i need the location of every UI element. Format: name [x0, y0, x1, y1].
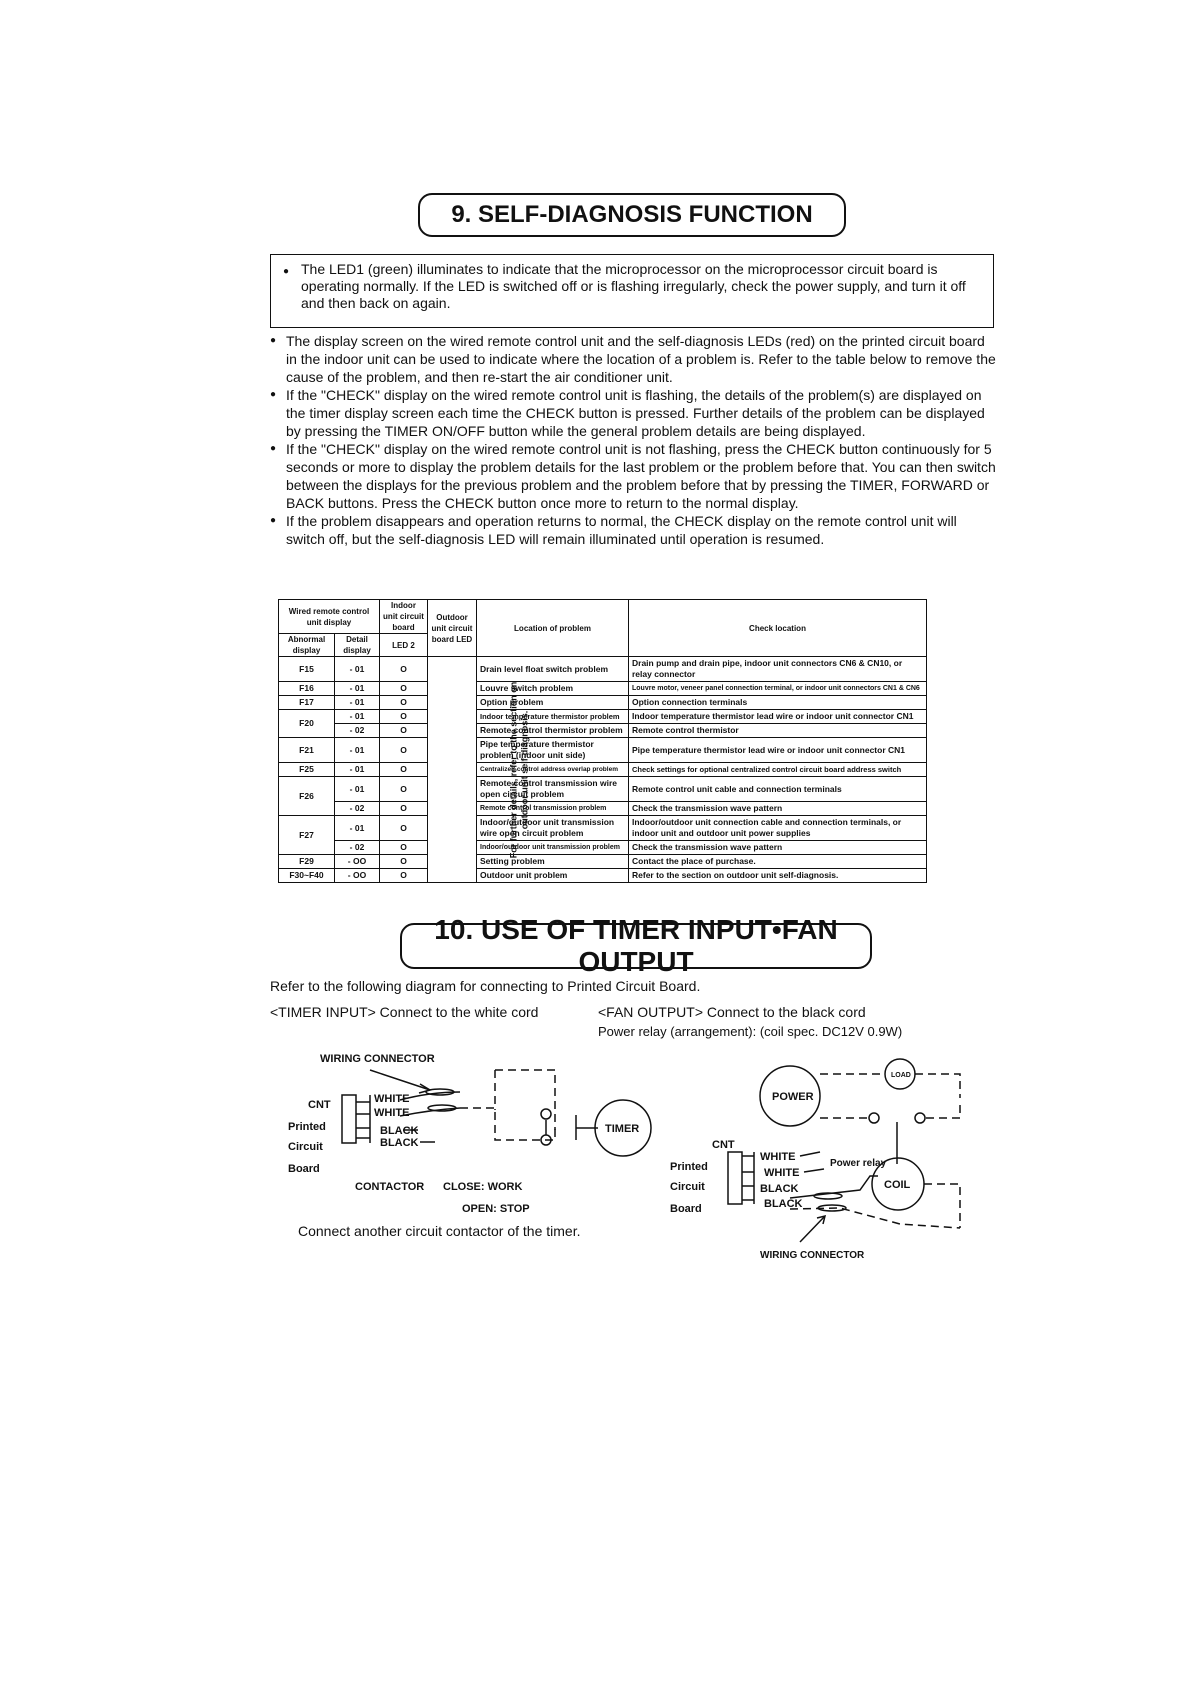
header-indoor-board: Indoor unit circuit board [380, 600, 428, 634]
fan-output-diagram [660, 1052, 980, 1272]
table-row: F25 - 01 O Centralized control address overlap problem Check settings for optional centralized control circuit board address switch [279, 763, 927, 777]
led1-note-box [270, 254, 994, 328]
fan-black-label-1: BLACK [760, 1183, 799, 1195]
fan-printed-label: Printed [670, 1161, 708, 1173]
printed-label: Printed [288, 1121, 326, 1133]
section-title-self-diagnosis: 9. SELF-DIAGNOSIS FUNCTION [418, 193, 846, 237]
white-label-1: WHITE [374, 1093, 410, 1105]
table-row: F20 - 01 O Indoor temperature thermistor problem Indoor temperature thermistor lead wire or indoor unit connector CN1 [279, 710, 927, 724]
fan-wiring-connector-label: WIRING CONNECTOR [760, 1250, 865, 1261]
wiring-connector-label: WIRING CONNECTOR [320, 1053, 435, 1065]
contactor-label: CONTACTOR [355, 1181, 425, 1193]
table-row: F17 - 01 O Option problem Option connection terminals [279, 696, 927, 710]
section-title-timer-fan: 10. USE OF TIMER INPUT•FAN OUTPUT [400, 923, 872, 969]
header-wired-remote: Wired remote control unit display [279, 600, 380, 634]
self-diagnosis-table [278, 599, 927, 883]
open-stop-label: OPEN: STOP [462, 1203, 530, 1215]
table-row: - 02 O Remote control thermistor problem Remote control thermistor [279, 724, 927, 738]
table-row: F30~F40 - OO O Outdoor unit problem Refer to the section on outdoor unit self-diagnosis. [279, 869, 927, 883]
cnt-label: CNT [308, 1099, 331, 1111]
table-row: F21 - 01 O Pipe temperature thermistor problem (indoor unit side) Pipe temperature thermistor lead wire or indoor unit connector CN1 [279, 738, 927, 763]
header-outdoor-led: Outdoor unit circuit board LED [428, 600, 477, 657]
instruction-item: ● If the problem disappears and operation returns to normal, the CHECK display on the remote control unit will switch off, but the self-diagnosis LED will remain illuminated until operation is resumed. [270, 512, 996, 548]
close-work-label: CLOSE: WORK [443, 1181, 523, 1193]
fan-white-label-1: WHITE [760, 1151, 796, 1163]
fan-output-heading: <FAN OUTPUT> Connect to the black cord [598, 1004, 866, 1020]
header-detail: Detail display [335, 634, 380, 657]
instruction-item: ● The display screen on the wired remote control unit and the self-diagnosis LEDs (red) on the printed circuit board in the indoor unit can be used to indicate where the location of a problem is. Refer to the table below to remove the cause of the problem, and then re-start the air conditioner unit. [270, 332, 996, 386]
timer-label: TIMER [605, 1123, 640, 1135]
timer-input-heading: <TIMER INPUT> Connect to the white cord [270, 1004, 539, 1020]
fan-white-label-2: WHITE [764, 1167, 800, 1179]
black-label-2: BLACK [380, 1137, 419, 1149]
timer-note: Connect another circuit contactor of the timer. [298, 1223, 581, 1239]
instruction-item: ● If the "CHECK" display on the wired remote control unit is flashing, the details of the problem(s) are displayed on the timer display screen each time the CHECK button is pressed. Further details of the problem can be displayed by pressing the TIMER ON/OFF button while the general problem details are being displayed. [270, 386, 996, 440]
board-label: Board [288, 1163, 320, 1175]
instruction-item: ● If the "CHECK" display on the wired remote control unit is not flashing, press the CHECK button continuously for 5 seconds or more to display the problem details for the last problem or the problem before that. You can then switch between the displays for the previous problem and the problem before that by pressing the TIMER, FORWARD or BACK buttons. Press the CHECK button once more to return to the normal display. [270, 440, 996, 512]
fan-cnt-label: CNT [712, 1139, 735, 1151]
circuit-label: Circuit [288, 1141, 323, 1153]
header-abnormal: Abnormal display [279, 634, 335, 657]
power-relay-label: Power relay [830, 1158, 887, 1169]
wiring-connector-pointer [370, 1070, 430, 1090]
instruction-list [270, 332, 996, 548]
white-label-2: WHITE [374, 1107, 410, 1119]
black-label-1: BLACK [380, 1125, 419, 1137]
header-check: Check location [629, 600, 927, 657]
table-row: F16 - 01 O Louvre switch problem Louvre motor, veneer panel connection terminal, or indoor unit connectors CN1 & CN6 [279, 682, 927, 696]
table-row: F26 - 01 O Remote control transmission wire open circuit problem Remote control unit cable and connection terminals [279, 777, 927, 802]
table-row: F15 - 01 O For further details, refer to the section on outdoor unit self-diagnosis. Drain level float switch problem Drain pump and drain pipe, indoor unit connectors CN6 & CN10, or relay connector [279, 657, 927, 682]
outdoor-note-vertical: For further details, refer to the section on outdoor unit self-diagnosis. [428, 657, 477, 883]
section10-intro: Refer to the following diagram for connecting to Printed Circuit Board. [270, 978, 701, 994]
power-relay-spec: Power relay (arrangement): (coil spec. DC12V 0.9W) [598, 1024, 903, 1039]
header-location: Location of problem [477, 600, 629, 657]
table-row: - 02 O Indoor/outdoor unit transmission problem Check the transmission wave pattern [279, 841, 927, 855]
table-row: - 02 O Remote control transmission problem Check the transmission wave pattern [279, 802, 927, 816]
table-row: F29 - OO O Setting problem Contact the place of purchase. [279, 855, 927, 869]
bullet-icon: ● [283, 266, 290, 277]
cnt-connector-block [342, 1095, 356, 1143]
fan-cnt-connector-block [728, 1152, 742, 1204]
power-label: POWER [772, 1091, 814, 1103]
header-led2: LED 2 [380, 634, 428, 657]
led1-note-text: The LED1 (green) illuminates to indicate that the microprocessor on the microprocessor circuit board is operating normally. If the LED is switched off or is flashing irregularly, check the power supply, and turn it off and then back on again. [301, 261, 966, 311]
load-label: LOAD [891, 1072, 911, 1079]
fan-circuit-label: Circuit [670, 1181, 705, 1193]
fan-black-label-2: BLACK [764, 1198, 803, 1210]
coil-label: COIL [884, 1179, 911, 1191]
table-row: F27 - 01 O Indoor/outdoor unit transmission wire open circuit problem Indoor/outdoor unit connection cable and connection terminals, or indoor unit and outdoor unit power supplies [279, 816, 927, 841]
timer-input-diagram [280, 1040, 680, 1240]
fan-board-label: Board [670, 1203, 702, 1215]
